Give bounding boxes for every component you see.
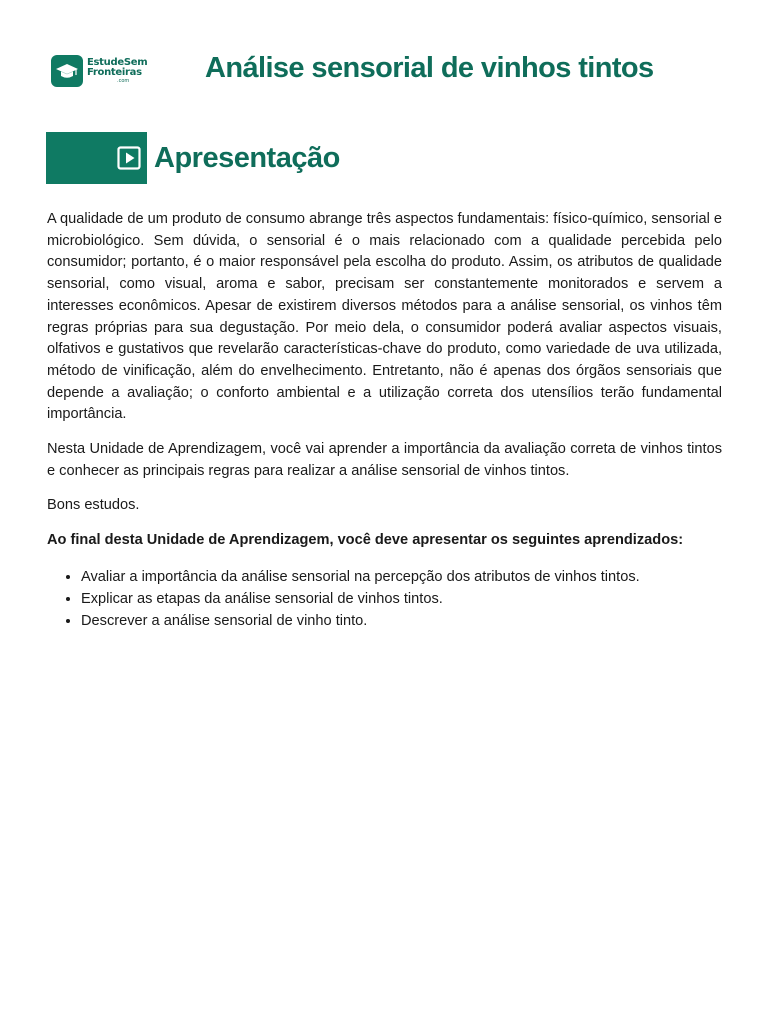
logo-line-3: .com xyxy=(117,78,130,84)
logo xyxy=(51,55,147,87)
graduation-cap-icon xyxy=(51,55,83,87)
greeting-paragraph: Bons estudos. xyxy=(47,497,140,514)
list-item: • Avaliar a importância da análise sensorial na percepção dos atributos de vinhos tintos. xyxy=(81,566,722,588)
intro-paragraph: A qualidade de um produto de consumo abrange três aspectos fundamentais: físico-químico, sensorial e microbiológico. Sem dúvida, o sensorial é o mais relacionado com a qualidade percebida pelo consumidor; portanto, é o maior responsável pela escolha do produto. Assim, os atributos de qualidade sensorial, como visual, aroma e sabor, precisam ser constantemente monitorados e servem a interesses econômicos. Apesar de existirem diversos métodos para a análise sensorial, os vinhos têm regras próprias para sua degustação. Por meio dela, o consumidor poderá avaliar aspectos visuais, olfativos e gustativos que revelarão características-chave do produto, como variedade de uva utilizada, método de vinificação, além do envelhecimento. Entretanto, não é apenas dos órgãos sensoriais que depende a avaliação; o conforto ambiental e a utilização correta dos utensílios terão fundamental importância. xyxy=(47,211,722,423)
logo-line-1: EstudeSem xyxy=(87,57,148,68)
unit-paragraph: Nesta Unidade de Aprendizagem, você vai aprender a importância da avaliação correta de vinhos tintos e conhecer as principais regras para realizar a análise sensorial de vinhos tintos. xyxy=(47,441,722,479)
section-header xyxy=(46,132,340,184)
list-item: • Descrever a análise sensorial de vinho tinto. xyxy=(81,610,722,632)
list-item: • Explicar as etapas da análise sensorial de vinhos tintos. xyxy=(81,588,722,610)
objectives-heading: Ao final desta Unidade de Aprendizagem, você deve apresentar os seguintes aprendizados: xyxy=(47,532,684,549)
play-icon xyxy=(117,146,141,170)
document-title: Análise sensorial de vinhos tintos xyxy=(205,52,654,84)
page-header xyxy=(0,0,768,110)
section-title: Apresentação xyxy=(154,141,340,174)
main-content xyxy=(47,209,722,632)
section-bar xyxy=(46,132,147,184)
logo-text xyxy=(87,58,147,84)
objectives-list xyxy=(47,566,722,632)
logo-line-2: Fronteiras xyxy=(87,67,142,78)
